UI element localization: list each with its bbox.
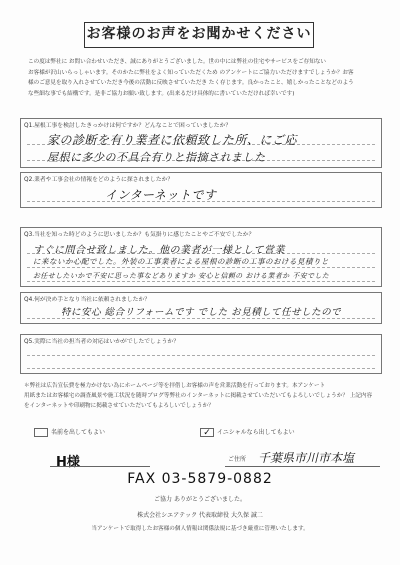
fax-number: FAX 03-5879-0882 [127, 471, 273, 487]
initial-ok-option[interactable] [200, 427, 295, 437]
question-2-answer-line: インターネットです [105, 188, 217, 202]
question-3-answer-line: に来ないか心配でした。外装の工事業者による屋根の診断の工事のおける見積りと [33, 257, 329, 266]
consent-note-line: ＊弊社は広告宣伝費を極力かけない為にホームページ等を拝借しお客様の声を営業活動を行っております。本アンケート [24, 383, 326, 389]
question-3-answer-line: お任せしたいかで不安に思った事などありますか 安心と信頼の おける業者か 不安でした [33, 272, 330, 280]
question-2-block [20, 172, 382, 208]
name-underline [50, 466, 150, 467]
consent-note-line: をインターネットや印刷物に掲載させていただいてもよろしいでしょうか？ [24, 403, 214, 409]
intro-line: な些細な事でも結構です。是非ご協力お願い致します。(出来るだけ具体的に書いていただければ幸いです) [28, 90, 295, 97]
name-ok-option[interactable] [34, 427, 105, 437]
intro-line: この度は弊社に お問い合わせいただき、誠にありがとうございました。世の中には弊社の住宅やサービスをご存知ない [28, 59, 327, 65]
name-ok-checkbox[interactable] [34, 428, 48, 437]
respondent-area [20, 447, 382, 470]
form-title: お客様のお声をお聞かせください [84, 22, 314, 48]
question-5-block [20, 334, 382, 374]
answer-rule [27, 368, 375, 369]
name-ok-label: 名前を出してもよい [51, 429, 106, 436]
privacy-note: 当アンケートで取得したお客様の個人情報は関係法規に基づき厳重に管理いたします。 [91, 526, 309, 532]
thanks-text: ご協力 ありがとうございました。 [154, 496, 246, 503]
question-4-label: Q4.何が決め手となり当社に依頼されましたか？ [24, 297, 151, 303]
respondent-name: H様 [56, 455, 80, 470]
answer-rule [27, 267, 375, 268]
consent-note-line: 用紙またはお客様宅の調査風景や施工状況を随時ブログ等弊社のインターネットに掲載させていただいてもよろしいでしょうか？ 上記内容 [24, 393, 373, 399]
respondent-address: 千葉県市川市本塩 [258, 451, 355, 465]
question-4-block [20, 292, 382, 324]
initial-ok-checkbox[interactable] [200, 428, 214, 437]
intro-line: 様のご意見を取り入れさせていただき今後の活動に反映させていただき たく存じます。良かったこと、嬉しかったことなどのよう [28, 80, 354, 86]
question-2-label: Q2.業者や工事会社の情報をどのように探されましたか？ [24, 177, 174, 183]
intro-line: お客様が沢山いらっしゃいます。そのかたに弊社をよく知っていただくため のアンケートにご協力いただけますでしょうか？お客 [28, 69, 354, 76]
question-1-label: Q1.屋根工事を検討したきっかけは何ですか？どんなことで困っていましたか？ [24, 123, 232, 129]
answer-rule [27, 281, 375, 282]
check-mark-icon: ✓ [203, 428, 211, 438]
question-3-block [20, 227, 382, 287]
question-4-answer-line: 特に安心 総合リフォームです でした お見積して任せしたので [61, 307, 342, 318]
publication-consent-note [24, 381, 376, 411]
question-5-label: Q5.実際に当社の担当者の対応はいかがでしたでしょうか？ [24, 339, 180, 345]
answer-rule [27, 318, 375, 319]
company-name: 株式会社シエアテック 代表取締役 大久保 誠二 [137, 512, 263, 519]
initial-ok-label: イニシャルなら出してもよい [217, 429, 295, 436]
address-label: ご住所 [228, 456, 247, 463]
question-3-label: Q3.当社を知った時どのように思いましたか？も気掛りに感じたことやご不安でしたか？ [24, 232, 255, 238]
address-underline [225, 466, 380, 467]
question-1-answer-line: 家の診断を有り業者に依頼致した所、にご応 [47, 133, 298, 147]
question-1-answer-line: 屋根に多少の不具合有りと指摘されました [47, 151, 266, 164]
question-1-block [20, 118, 382, 168]
question-3-answer-line: すぐに問合せ致しました。他の業者が一様として営業 [33, 245, 285, 256]
answer-rule [27, 355, 375, 356]
intro-text [28, 57, 378, 99]
